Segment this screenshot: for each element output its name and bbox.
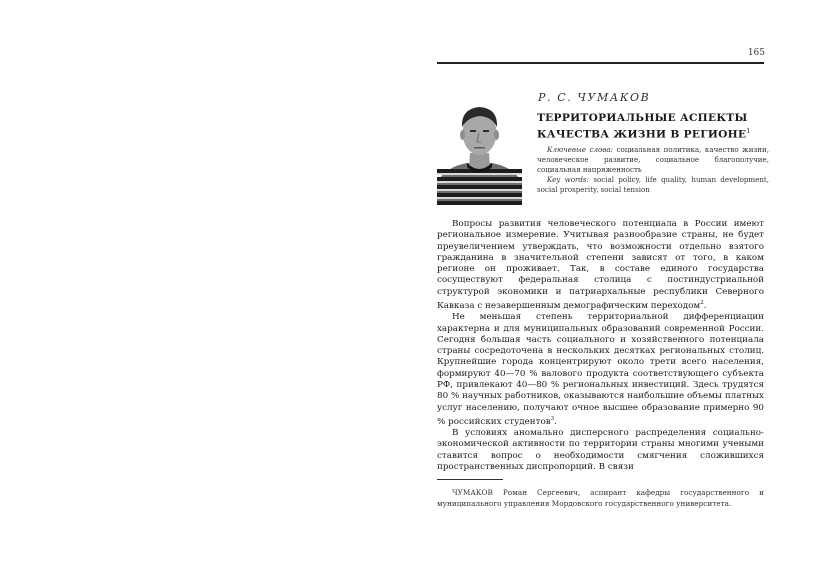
author-footnote: [437, 488, 764, 509]
article-body: [437, 219, 764, 473]
paragraph-text: В условиях аномально дисперсного распределения социально-экономической активности по территории страны многими учеными ставится вопрос о необходимости смягчения сложившихся пространственных диспропорций. В связи: [437, 428, 764, 473]
keywords-section: [537, 145, 769, 195]
paragraph-end: .: [703, 300, 707, 311]
body-paragraph: [437, 219, 764, 312]
keywords-en: [537, 175, 769, 195]
footnote-text: ЧУМАКОВ Роман Сергеевич, аспирант кафедры государственного и муниципального управления Мордовского государственного университета.: [437, 488, 764, 508]
keywords-en-label: Key words:: [547, 175, 589, 184]
footnote-marker: 3: [550, 415, 555, 422]
header-rule: [437, 62, 764, 64]
article-title-text: ТЕРРИТОРИАЛЬНЫЕ АСПЕКТЫ КАЧЕСТВА ЖИЗНИ В РЕГИОНЕ: [537, 112, 748, 141]
title-footnote-marker: 1: [746, 128, 751, 135]
author-photo: [437, 97, 522, 205]
keywords-ru: [537, 145, 769, 175]
author-portrait-image: [437, 97, 522, 205]
paragraph-end: .: [554, 416, 557, 427]
paragraph-text: Вопросы развития человеческого потенциала в России имеют региональное измерение. Учитывая разнообразие страны, не будет преувеличением утверждать, что возможности отдельно взятого гражданина в значительной степени зависят от того, в каком регионе он проживает. Так, в составе единого государства сосуществуют федеральная столица с постиндустриальной структурой экономики и патриархальные республики Северного Кавказа с незавершенным демографическим переходом: [437, 219, 764, 311]
keywords-en-text: social policy, life quality, human development, social prosperity, social tension: [537, 175, 769, 194]
keywords-ru-text: социальная политика, качество жизни, человеческое развитие, социальное благополучие, социальная напряженность: [537, 145, 769, 174]
footnote-rule: [437, 479, 503, 480]
keywords-ru-label: Ключевые слова:: [547, 145, 613, 154]
footnote-marker: 2: [700, 300, 704, 307]
paragraph-text: Не меньшая степень территориальной дифференциации характерна и для муниципальных образований современной России. Сегодня большая часть социального и хозяйственного потенциала страны сосредоточена в нескольких десятках региональных столиц. Крупнейшие города концентрируют около трети всего населения, формируют 40—70 % валового продукта соответствующего субъекта РФ, привлекают 40—80 % региональных инвестиций. Здесь трудятся 80 % научных работников, оказываются наибольшие объемы платных услуг населению, получают очное высшее образование примерно 90 % российских студентов: [437, 312, 764, 427]
author-name: Р. С. ЧУМАКОВ: [538, 91, 651, 104]
body-paragraph: [437, 428, 764, 473]
article-title: [537, 112, 767, 142]
body-paragraph: [437, 312, 764, 428]
page-number: 165: [747, 48, 765, 58]
